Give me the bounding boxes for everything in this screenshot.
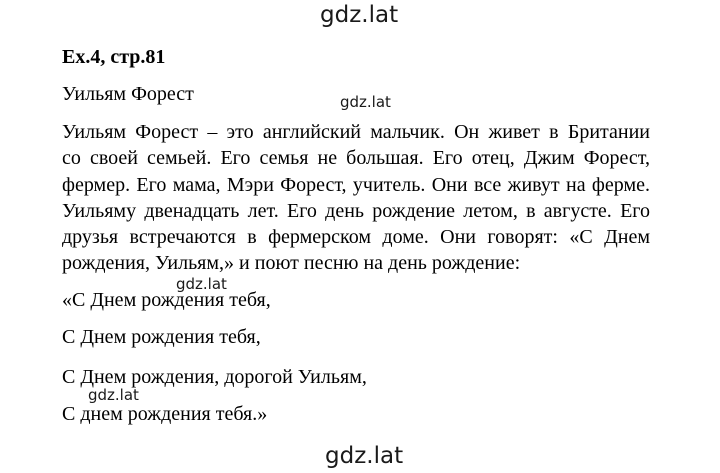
watermark-middle-1: gdz.lat [340, 93, 391, 111]
paragraph-line: фермер. Его мама, Мэри Форест, учитель. Они все живут на ферме. [62, 173, 650, 196]
story-paragraph [62, 119, 650, 277]
watermark-top: gdz.lat [320, 2, 399, 28]
watermark-bottom: gdz.lat [325, 443, 404, 469]
paragraph-line: рождения, Уильям,» и поют песню на день рождение: [62, 252, 521, 275]
exercise-title: Ex.4, стр.81 [62, 46, 166, 68]
story-title: Уильям Форест [62, 83, 194, 105]
paragraph-line: Уильяму двенадцать лет. Его день рождение летом, в августе. Его [62, 199, 650, 222]
paragraph-line: со своей семьей. Его семья не большая. Его отец, Джим Форест, [62, 147, 650, 170]
song-line: «С Днем рождения тебя, [62, 289, 271, 311]
song-line: С Днем рождения тебя, [62, 326, 261, 348]
watermark-middle-3: gdz.lat [88, 386, 139, 404]
song-line: С днем рождения тебя.» [62, 403, 268, 425]
song-line: С Днем рождения, дорогой Уильям, [62, 366, 367, 388]
paragraph-line: Уильям Форест – это английский мальчик. Он живет в Британии [62, 121, 650, 143]
paragraph-line: друзья встречаются в фермерском доме. Они говорят: «С Днем [62, 226, 650, 249]
watermark-middle-2: gdz.lat [176, 275, 227, 293]
